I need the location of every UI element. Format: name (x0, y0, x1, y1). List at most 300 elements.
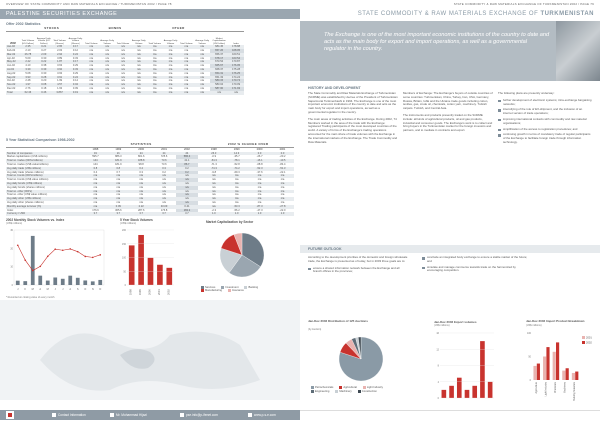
table-cell: n/a (248, 182, 271, 186)
chart2-bar (129, 245, 135, 285)
chart6-bar (566, 368, 569, 380)
table-cell: 0.09 (107, 205, 130, 209)
table-cell: 0.33 (68, 68, 84, 72)
table-cell: 0.30 (41, 56, 47, 60)
table-cell: n/a (271, 190, 294, 194)
chart1-index-point (32, 270, 34, 272)
chart2-y-tick: 200 (122, 229, 126, 232)
table-cell: n/a (131, 91, 147, 95)
table-cell: n/a (176, 201, 199, 205)
t2-change-header: 2000 (256, 147, 263, 151)
table-cell: 657.26 (210, 49, 228, 53)
table-cell: n/a (99, 83, 115, 87)
table-cell: n/a (131, 53, 147, 57)
history-col1 (308, 92, 398, 147)
group-other: OTHER (147, 27, 210, 31)
table-cell: 170.09 (228, 83, 244, 87)
footer-bar-right (300, 410, 600, 420)
table-cell: Jun-02 (7, 64, 15, 68)
table-cell: 2.09 (36, 53, 52, 57)
table-cell: n/a (115, 68, 131, 72)
table-cell: n/a (178, 83, 194, 87)
table-cell: n/a (176, 186, 199, 190)
table-cell: 0.09 (72, 87, 78, 91)
legend-label: Agricultural (343, 386, 357, 390)
table-cell: 0.17 (68, 60, 84, 64)
auctions-legend (308, 386, 408, 395)
table-cell: n/a (248, 197, 271, 201)
table-cell: 0.3 (153, 167, 176, 171)
legend-swatch (335, 390, 338, 393)
table-cell: n/a (168, 49, 173, 53)
table-cell: n/a (121, 79, 125, 83)
table-cell: 181.9 (115, 162, 122, 166)
legend-label: Insurance (232, 289, 244, 293)
sector-legend (198, 286, 288, 292)
chart6-unit: (US$ millions) (526, 324, 542, 327)
table-cell: -74.2 (225, 167, 248, 171)
chart6-legend-label: 2001 (586, 336, 592, 340)
table-cell: n/a (178, 53, 194, 57)
table-cell: n/a (107, 197, 130, 201)
table-cell: n/a (99, 68, 115, 72)
table-cell: 3.7 (107, 212, 130, 216)
legend-label: Manufacturing (205, 289, 223, 293)
table-cell: n/a (137, 49, 141, 53)
table-cell: n/a (271, 182, 294, 186)
table-cell: n/a (163, 83, 179, 87)
t2-change-header: 1999 (233, 147, 240, 151)
table-cell: May-02 (6, 60, 20, 64)
t1-col-header: Average Daily Volume (Shares) (68, 37, 83, 45)
table-cell: n/a (225, 182, 248, 186)
table-cell: 176.05 (228, 64, 244, 68)
table-cell: 0.12 (72, 49, 78, 53)
table-cell: -08.8 (256, 162, 263, 166)
table-cell: 3.7 (176, 212, 199, 216)
table-cell: n/a (234, 193, 239, 197)
table-cell: n/a (99, 60, 115, 64)
table-cell: -35.7 (233, 155, 240, 159)
history-title: HISTORY AND DEVELOPMENT (308, 86, 361, 90)
footer-email-label[interactable]: pse.info@p-ifenet.com (186, 413, 218, 417)
chart6-x-tick: Chemicals (554, 382, 557, 394)
table-cell: n/a (152, 49, 157, 53)
table-cell: n/a (163, 76, 179, 80)
chart1-x-tick: F (24, 288, 27, 291)
export-volume-chart (432, 330, 496, 404)
table-cell: -20.2 (279, 155, 286, 159)
chart1-index-point (77, 251, 79, 253)
chart6-x-tick: Building Materials (573, 382, 577, 401)
table-cell: 0.38 (41, 64, 47, 68)
table-cell: n/a (105, 87, 109, 91)
table-cell: 3.89 (57, 56, 63, 60)
table-cell: 0.20 (41, 79, 47, 83)
table-cell: n/a (105, 49, 109, 53)
chart1-x-tick: O (84, 288, 87, 291)
chart6-bar (575, 372, 578, 380)
table-cell: n/a (280, 185, 285, 189)
table-cell: 5.08 (25, 71, 31, 75)
table-cell: Aug-02 (7, 71, 16, 75)
table-cell: 0.4 (130, 167, 153, 171)
table-cell: 163.54 (228, 57, 244, 61)
table-cell: n/a (168, 87, 173, 91)
table-cell: 4.57 (52, 83, 68, 87)
table-cell: Nov-02 (6, 83, 20, 87)
footer-web[interactable] (248, 410, 276, 420)
bullet-item: simulate and manage commerce towards trade on the harmonized by encouraging competition. (422, 266, 532, 274)
table-cell: -84.4 (279, 162, 286, 166)
table-cell: Avg daily trade (shares millions) (7, 170, 44, 174)
table-cell: n/a (163, 45, 179, 49)
table-cell: n/a (116, 193, 121, 197)
table-cell: n/a (225, 174, 248, 178)
table-cell: n/a (83, 60, 99, 64)
table-cell: n/a (147, 53, 163, 57)
table-cell: n/a (200, 64, 204, 68)
table-cell: n/a (202, 205, 225, 209)
table-cell: n/a (130, 190, 153, 194)
table-cell: n/a (202, 182, 225, 186)
table-cell: n/a (168, 79, 173, 83)
table-cell: n/a (178, 60, 194, 64)
bullet-item: intensifying of the role of EX-shipment, and the inclusion of an internet version of trade operations; (498, 108, 592, 116)
table-cell: n/a (176, 174, 199, 178)
table-cell: n/a (194, 60, 210, 64)
table-cell: 26.78 (20, 53, 36, 57)
table-cell: 19 (84, 152, 107, 156)
table-cell: n/a (163, 91, 179, 95)
future-col2 (422, 256, 532, 275)
table-cell: n/a (130, 182, 153, 186)
table-cell: 24 (176, 152, 199, 156)
table-cell: n/a (93, 185, 98, 189)
table-cell: n/a (116, 178, 121, 182)
table-cell: n/a (139, 185, 143, 189)
table-cell: n/a (271, 174, 294, 178)
table-cell: 0.0 (248, 152, 271, 156)
table-cell: Total (6, 91, 20, 95)
legend-label: Light Industry (366, 386, 383, 390)
table-cell: Avg daily bonds (shares millions) (7, 185, 45, 189)
table-cell: 0.19 (68, 91, 84, 95)
five-year-volume-chart (118, 227, 176, 297)
table-cell: -78.1 (225, 159, 248, 163)
legend-item (332, 390, 351, 394)
chart2-bar (138, 235, 144, 285)
table-cell: -22.0 (279, 208, 286, 212)
table-cell: Monthly average turnover (%) (6, 205, 84, 209)
legend-item (308, 390, 329, 394)
chart6-bar (546, 347, 549, 380)
table-cell: 0.29 (72, 64, 78, 68)
table-cell: 1.0 (248, 212, 271, 216)
table-cell: 14.3 (225, 152, 248, 156)
table-cell: 0.3 (139, 170, 143, 174)
table-cell: 176.25 (228, 72, 244, 76)
table-cell: 801.6 (137, 155, 145, 159)
table-cell: 3.93 (20, 76, 36, 80)
table-cell: n/a (83, 76, 99, 80)
table-cell: n/a (248, 190, 271, 194)
table-cell: 178.88 (228, 45, 244, 49)
body-paragraph: The main areas of trading activities of the Exchange. During 2002, 74 Members worked in the area of the trade with the Exchange: registered Trading participants of the most developed countries of the world. A variety of forms of the Exchange's trading operations accounted for the main share of trade volumes with the Exchange in the international markets of the Exchange. The Trade Commodity and Raw Materials. (308, 116, 398, 144)
table-cell: n/a (153, 197, 176, 201)
chart6-bar (537, 364, 540, 380)
table-cell: 41.1 (176, 159, 199, 163)
t1-col-header: Market Capitalization (US Dollars) (212, 37, 226, 45)
chart1-bar (91, 281, 95, 285)
import-breakdown-chart (524, 330, 596, 404)
legend-swatch (228, 289, 231, 292)
table-cell: 0.8 (84, 167, 107, 171)
t1-col-header: Total Volume (148, 42, 161, 45)
t1-col-header: Total Volume (180, 42, 193, 45)
table-cell: 170.74 (228, 79, 244, 83)
legend-swatch (201, 289, 204, 292)
table-cell: n/a (116, 185, 121, 189)
table-cell: n/a (184, 87, 189, 91)
table-cell: n/a (153, 190, 176, 194)
table-cell: 3.7 (153, 212, 176, 216)
table-cell: 3.93 (57, 71, 63, 75)
table-cell: Avg daily other (shares millions) (7, 200, 44, 204)
table-cell: n/a (105, 79, 109, 83)
legend-item (355, 390, 377, 394)
table-cell: n/a (147, 45, 163, 49)
table-cell: 1.93 (57, 87, 63, 91)
chart6-title: Jan-Dec 2002 Import Product Breakdown (526, 319, 585, 323)
footer-email[interactable] (180, 410, 218, 420)
table-cell: -53.3 (225, 205, 248, 209)
table-cell: 86.7 (176, 163, 199, 167)
future-band (300, 245, 600, 253)
table-cell: 0.28 (36, 76, 52, 80)
table-cell: Avg daily bonds (US$ millions) (6, 182, 84, 186)
footer-web-label[interactable]: www.p-s-e.com (254, 413, 276, 417)
body-paragraph: Members of Exchange: The Exchange's buyers of outside countries of some countries: Turkmenistan, China, Turkey, Iran, USA, Germany, Russia, Britain, UAE and the Ukraine trade goods including cotton, textiles, gas, crude oil, chemicals, cotton yarn, machinery. Turkish carpets. Turkish, and Central Asia. (403, 91, 493, 111)
table-cell: n/a (280, 193, 285, 197)
chart6-legend-label: 2002 (586, 341, 592, 345)
chart2-x-tick: 1998 (129, 289, 133, 295)
chart1-index-point (69, 248, 71, 250)
t2-year-header: 1999 (115, 147, 122, 151)
chart1-bar (38, 276, 42, 285)
chart4-title: Jan-Dec 2002 Distribution of 125 Auctions (308, 319, 368, 323)
table-cell: 73.6 (153, 159, 176, 163)
chart1-bar (76, 278, 80, 285)
t1-col-header: Total Volume (85, 42, 98, 45)
pse-logo-icon (6, 411, 14, 419)
table-cell: 62.46 (20, 91, 36, 95)
table-cell: n/a (130, 174, 153, 178)
table-cell: n/a (121, 64, 125, 68)
chart6-bar (556, 342, 559, 380)
chart1-title: 2002 Monthly Stock Volumes vs. Index (6, 218, 65, 222)
table-cell: -71.3 (210, 162, 217, 166)
table-cell: n/a (280, 200, 285, 204)
legend-label: Services (205, 286, 216, 290)
table-cell: 0.29 (72, 71, 78, 75)
table-cell: 40.09 (153, 205, 176, 209)
table-cell: n/a (194, 91, 210, 95)
table-cell: n/a (200, 87, 204, 91)
table-cell: -10.5 (271, 159, 294, 163)
legend-swatch (339, 386, 342, 389)
table-cell: n/a (84, 174, 107, 178)
offer-statistics-table (6, 27, 244, 95)
chart1-y-tick: 10 (10, 265, 13, 269)
chart5-unit: (US$ millions) (434, 324, 450, 327)
t2-year-header: 2000 (138, 147, 145, 151)
table-cell: 668.37 (210, 68, 228, 72)
chart1-index-line (18, 245, 101, 270)
table-cell: n/a (178, 45, 194, 49)
t2-change-header: 1998 (210, 147, 217, 151)
table-cell: 0.2 (176, 171, 199, 175)
t1-col-header: Total Volume (Shares) (53, 40, 66, 45)
table-cell: Total no. bonds (US$ value millions) (7, 178, 49, 182)
table-cell: n/a (115, 60, 131, 64)
table-cell: -27.8 (271, 205, 294, 209)
table-cell: 580.15 (210, 79, 228, 83)
table-cell: Total no. other (US$ value millions) (7, 193, 48, 197)
legend-item (225, 289, 244, 292)
table-cell: n/a (168, 56, 173, 60)
table-cell: 0.41 (176, 205, 199, 209)
table-cell: 0.0 (271, 152, 294, 156)
table-cell: n/a (178, 91, 194, 95)
chart1-frame (11, 230, 104, 287)
table-cell: n/a (107, 174, 130, 178)
legend-item (198, 289, 222, 292)
table-cell: Jan-02 (6, 45, 20, 49)
table-cell: -47.3 (256, 208, 263, 212)
chart2-unit: (US$ millions) (120, 222, 137, 225)
table-cell: Total no. trades (US$ value/millions) (7, 162, 49, 166)
chart1-x-tick: N (91, 288, 94, 291)
table-cell: 176.6 (92, 208, 99, 212)
chart1-bar (23, 281, 27, 285)
chart6-bar (562, 371, 565, 380)
table-cell: 5.09 (25, 56, 31, 60)
five-year-table (6, 143, 294, 216)
bullet-item: improving international contacts with commodity and raw material organisations; (498, 118, 592, 126)
table-cell: Sep-02 (6, 76, 20, 80)
table-cell: 168.05 (228, 49, 244, 53)
table-cell: 0.7 (116, 170, 121, 174)
chart1-index-point (92, 257, 94, 259)
table-cell: 0.21 (36, 45, 52, 49)
chart2-y-tick: 50 (123, 270, 126, 274)
table-cell: Jul-02 (6, 68, 20, 72)
table-cell: n/a (83, 83, 99, 87)
table-cell: n/a (139, 200, 143, 204)
table-cell: 0.8 (107, 167, 130, 171)
table-cell: Total no. bonds (000's/millions) (6, 174, 84, 178)
table-cell: -9.8 (211, 170, 217, 174)
chart1-x-tick: D (99, 288, 102, 291)
chart6-x-tick: Light Industry (544, 382, 548, 397)
chart6-bar (572, 373, 575, 380)
chart5-bar (457, 378, 462, 398)
table-cell: 181.9 (107, 159, 130, 163)
table-cell: n/a (131, 76, 147, 80)
table-cell: n/a (147, 76, 163, 80)
table-cell: 0.08 (36, 83, 52, 87)
t1-year-label: 2002 (10, 41, 16, 45)
table-cell: n/a (234, 185, 239, 189)
table-cell: n/a (200, 56, 204, 60)
table-cell: 586.4 (176, 155, 199, 159)
table-cell: n/a (248, 174, 271, 178)
chart5-y-tick: 8 (437, 364, 439, 368)
chart6-y-tick: 100 (527, 332, 531, 335)
table-cell: Feb-02 (7, 49, 16, 53)
table-cell: n/a (89, 71, 94, 75)
footer-contact-label: Contact Information (58, 413, 86, 417)
bullet-item: continuing growth in terms of mandatory trade of regular participants of the Exchange to facilitate foreign trade through information technology. (498, 133, 592, 144)
table-cell: n/a (153, 174, 176, 178)
table-cell: n/a (84, 190, 107, 194)
chart1-x-tick: M (31, 288, 34, 291)
table-cell: n/a (99, 76, 115, 80)
table-cell: Avg daily other (US$ millions) (6, 197, 84, 201)
table-cell: 2.42 (20, 60, 36, 64)
table-cell: 144 (93, 162, 98, 166)
table-cell: n/a (212, 193, 216, 197)
chart2-x-tick: 2001 (157, 289, 161, 295)
table-cell: n/a (83, 53, 99, 57)
table-cell: 2.35 (20, 45, 36, 49)
chart1-bar (16, 281, 20, 285)
table-cell: n/a (163, 60, 179, 64)
table-row (6, 91, 244, 95)
table-cell: n/a (137, 79, 141, 83)
table-cell: n/a (176, 182, 199, 186)
table-cell: 2.03 (57, 49, 63, 53)
table-cell: n/a (200, 79, 204, 83)
table-cell: 886.3 (115, 155, 122, 159)
table-cell: n/a (115, 76, 131, 80)
table-cell: n/a (202, 197, 225, 201)
footer-logo (6, 410, 14, 420)
chart1-index-point (99, 254, 101, 256)
footer-person-label: Mr. Mohammad Hijazi (116, 413, 147, 417)
chart1-index-point (84, 256, 86, 258)
body-paragraph: The State Commodity and Raw Materials Exchange of Turkmenistan (SCRME) was established by decree of the President of Turkmenistan Saparmurat Turkmenbashi in 1994. The Exchange is one of the most important economic institutions of the country to date and acts as the main body for export and import operations, as well as a governmental regulator in the country. (308, 91, 398, 114)
chart6-y-tick: 50 (528, 355, 531, 359)
table-cell: 684.45 (210, 45, 228, 49)
table-cell: n/a (194, 83, 210, 87)
table-cell: 174.24 (228, 76, 244, 80)
table-cell: n/a (137, 56, 141, 60)
chart1-index-point (24, 259, 26, 261)
chart1-bar (61, 279, 65, 285)
chart2-y-tick: 100 (122, 256, 126, 260)
auctions-pie-chart (326, 334, 396, 384)
table-cell: n/a (257, 200, 262, 204)
t1-col-header: Average Daily Volume (163, 40, 178, 45)
table-cell: 98.8 (138, 162, 144, 166)
table-cell: n/a (131, 45, 147, 49)
table-cell: n/a (130, 197, 153, 201)
chart2-bar (166, 268, 172, 285)
table-cell: n/a (152, 71, 157, 75)
table-cell: 365.6 (115, 208, 122, 212)
